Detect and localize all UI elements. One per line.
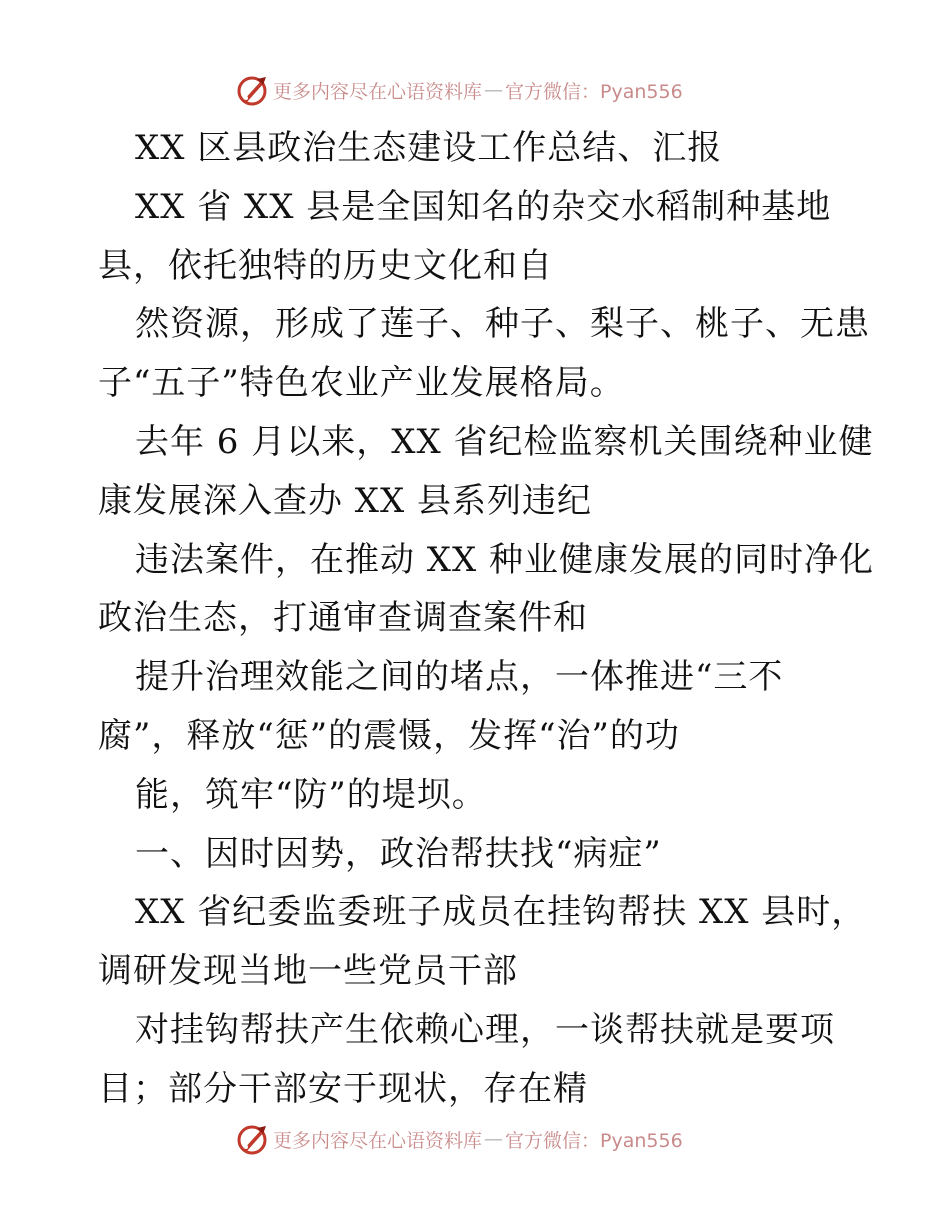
paragraph-line: 县，依托独特的历史文化和自 xyxy=(98,245,553,286)
footer-watermark xyxy=(235,1121,683,1157)
paragraph-line: 目；部分干部安于现状，存在精 xyxy=(98,1068,588,1109)
paragraph-line: 违法案件，在推动 XX 种业健康发展的同时净化 xyxy=(135,539,875,580)
paragraph-line: XX 省 XX 县是全国知名的杂交水稻制种基地 xyxy=(135,186,832,227)
paragraph-line: 能，筑牢“防”的堤坝。 xyxy=(135,774,487,815)
paragraph-line: 对挂钩帮扶产生依赖心理，一谈帮扶就是要项 xyxy=(135,1009,835,1050)
paragraph-line: 去年 6 月以来，XX 省纪检监察机关围绕种业健 xyxy=(135,421,874,462)
paragraph-line: XX 省纪委监委班子成员在挂钩帮扶 XX 县时， xyxy=(135,892,867,933)
watermark-text: 更多内容尽在心语资料库 xyxy=(273,1129,483,1152)
quill-logo-icon xyxy=(235,73,269,107)
document-title: XX 区县政治生态建设工作总结、汇报 xyxy=(135,128,723,168)
header-watermark xyxy=(235,72,683,108)
watermark-wechat: 官方微信：Pyan556 xyxy=(505,1129,683,1152)
watermark-dash: — xyxy=(484,1128,504,1150)
paragraph-line: 提升治理效能之间的堵点，一体推进“三不 xyxy=(135,657,784,698)
paragraph-line: 子“五子”特色农业产业发展格局。 xyxy=(98,363,625,404)
watermark-wechat: 官方微信：Pyan556 xyxy=(505,80,683,103)
watermark-dash: — xyxy=(484,79,504,101)
document-body xyxy=(98,119,888,1119)
paragraph-line: 康发展深入查办 XX 县系列违纪 xyxy=(98,480,593,521)
paragraph-line: 政治生态，打通审查调查案件和 xyxy=(98,598,588,639)
paragraph-line: 调研发现当地一些党员干部 xyxy=(98,951,518,992)
paragraph-line: 腐”，释放“惩”的震慑，发挥“治”的功 xyxy=(98,715,680,756)
quill-logo-icon xyxy=(235,1122,269,1156)
section-heading: 一、因时因势，政治帮扶找“病症” xyxy=(135,833,662,874)
watermark-text: 更多内容尽在心语资料库 xyxy=(273,80,483,103)
paragraph-line: 然资源，形成了莲子、种子、梨子、桃子、无患 xyxy=(135,304,870,345)
